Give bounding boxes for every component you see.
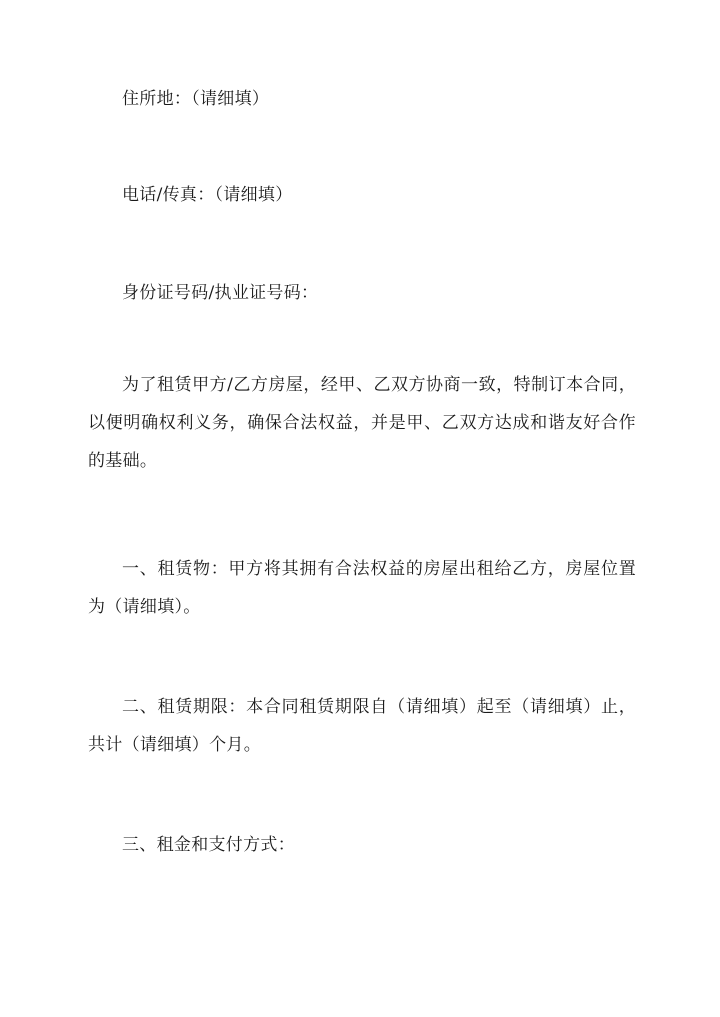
phone-fax-line: 电话/传真：（请细填） [122, 185, 293, 205]
clause-1-leased-property: 一、租赁物：甲方将其拥有合法权益的房屋出租给乙方，房屋位置为（请细填）。 [88, 559, 636, 617]
address-line: 住所地：（请细填） [122, 89, 270, 109]
id-number-line: 身份证号码/执业证号码： [122, 283, 319, 303]
clause-3-rent-payment: 三、租金和支付方式： [122, 835, 295, 855]
clause-2-lease-term: 二、租赁期限：本合同租赁期限自（请细填）起至（请细填）止，共计（请细填）个月。 [88, 697, 636, 755]
preamble-paragraph: 为了租赁甲方/乙方房屋，经甲、乙双方协商一致，特制订本合同，以便明确权利义务，确保合法权益，并是甲、乙双方达成和谐友好合作的基础。 [88, 375, 636, 471]
